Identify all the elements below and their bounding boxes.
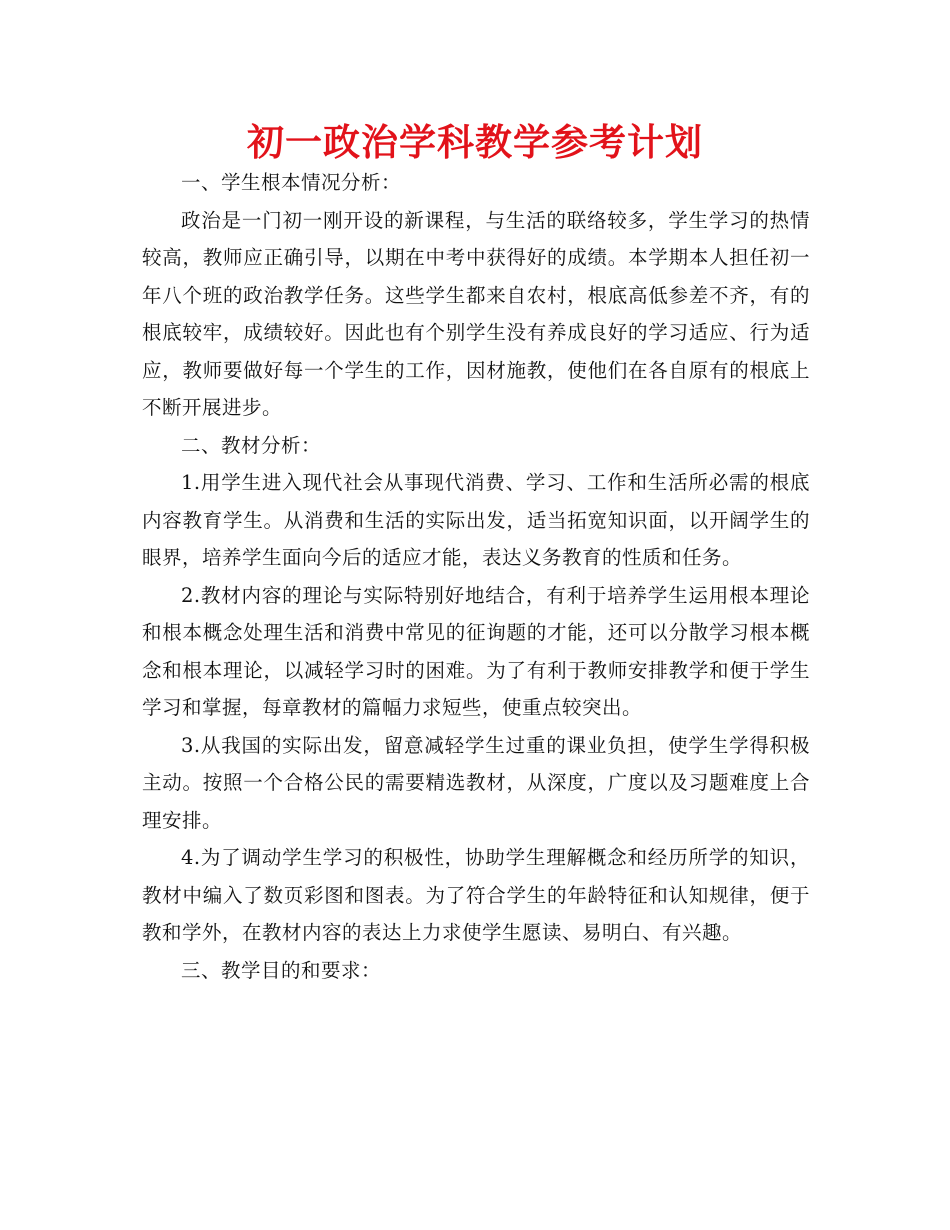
section-heading-teaching-goals: 三、教学目的和要求： — [181, 958, 382, 982]
document-title: 初一政治学科教学参考计划 — [247, 121, 703, 164]
paragraph-textbook-point-1: 1.用学生进入现代社会从事现代消费、学习、工作和生活所必需的根底内容教育学生。从消费和生活的实际出发，适当拓宽知识面，以开阔学生的眼界，培养学生面向今后的适应才能，表达义务教育的性质和任务。 — [142, 471, 810, 569]
paragraph-textbook-point-2: 2.教材内容的理论与实际特别好地结合，有利于培养学生运用根本理论和根本概念处理生活和消费中常见的征询题的才能，还可以分散学习根本概念和根本理论，以减轻学习时的困难。为了有利于教师安排教学和便于学生学习和掌握，每章教材的篇幅力求短些，使重点较突出。 — [142, 583, 810, 719]
section-heading-student-analysis: 一、学生根本情况分析： — [181, 171, 402, 194]
section-heading-textbook-analysis: 二、教材分析： — [181, 433, 322, 457]
paragraph-textbook-point-3: 3.从我国的实际出发，留意减轻学生过重的课业负担，使学生学得积极主动。按照一个合格公民的需要精选教材，从深度，广度以及习题难度上合理安排。 — [142, 733, 810, 832]
document-body — [142, 164, 810, 989]
paragraph-student-analysis: 政治是一门初一刚开设的新课程，与生活的联络较多，学生学习的热情较高，教师应正确引导，以期在中考中获得好的成绩。本学期本人担任初一年八个班的政治教学任务。这些学生都来自农村，根底高低参差不齐，有的根底较牢，成绩较好。因此也有个别学生没有养成良好的学习适应、行为适应，教师要做好每一个学生的工作，因材施教，使他们在各自原有的根底上不断开展进步。 — [142, 208, 810, 419]
paragraph-textbook-point-4: 4.为了调动学生学习的积极性，协助学生理解概念和经历所学的知识，教材中编入了数页彩图和图表。为了符合学生的年龄特征和认知规律，便于教和学外，在教材内容的表达上力求使学生愿读、易明白、有兴趣。 — [142, 846, 810, 944]
